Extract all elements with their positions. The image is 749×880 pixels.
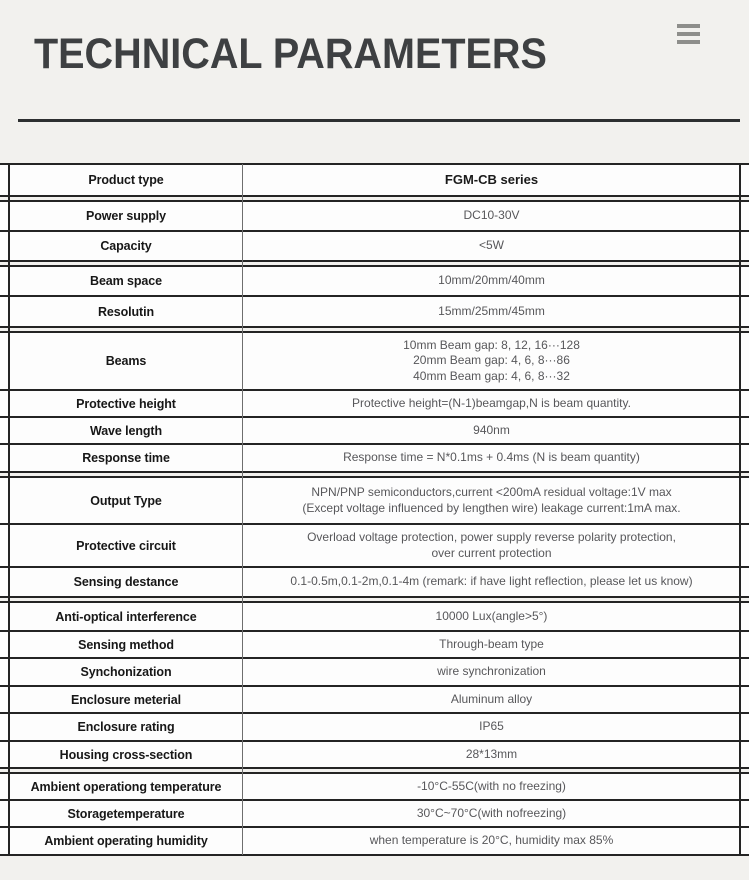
parameter-name: Storagetemperature (67, 806, 185, 821)
value-line: Protective height=(N-1)beamgap,N is beam quantity. (352, 395, 631, 410)
value-line: -10°C-55C(with no freezing) (417, 778, 566, 793)
table-row (0, 416, 749, 445)
value-line: DC10-30V (463, 208, 520, 223)
table-row (0, 230, 749, 262)
table-row (0, 200, 749, 232)
value-line: FGM-CB series (444, 172, 539, 188)
parameter-value (243, 632, 740, 657)
table-row (0, 523, 749, 568)
table-row (0, 712, 749, 742)
menu-bar (677, 32, 700, 36)
parameter-name: Resolutin (97, 304, 155, 319)
parameter-value (243, 687, 740, 712)
table-row (0, 799, 749, 828)
value-line: 10000 Lux(angle>5°) (435, 608, 548, 623)
parameter-value (243, 742, 740, 767)
value-line: Through-beam type (439, 636, 544, 651)
menu-bar (677, 40, 700, 44)
header-divider (18, 119, 740, 122)
parameter-name: Capacity (100, 239, 152, 253)
value-line: 0.1-0.5m,0.1-2m,0.1-4m (remark: if have light reflection, please let us know) (290, 574, 693, 589)
page-title: TECHNICAL PARAMETERS (34, 30, 547, 78)
table-left-border (8, 164, 10, 855)
value-line: 10mm Beam gap: 8, 12, 16···128 (403, 337, 580, 352)
value-line: 940nm (473, 422, 510, 437)
parameter-value (243, 568, 740, 596)
table-row (0, 295, 749, 328)
parameter-value (243, 232, 740, 260)
value-line: Aluminum alloy (450, 691, 533, 706)
table-row (0, 657, 749, 687)
parameter-name: Enclosure meterial (70, 692, 182, 707)
parameter-name: Output Type (90, 493, 162, 508)
page-header (0, 0, 749, 122)
parameter-value (243, 267, 740, 295)
value-line: 20mm Beam gap: 4, 6, 8···86 (413, 353, 570, 368)
parameter-name: Housing cross-section (59, 747, 193, 762)
value-line: <5W (478, 238, 504, 253)
table-right-border (739, 164, 741, 855)
parameter-value (243, 478, 740, 523)
parameter-value (243, 801, 740, 826)
value-line: wire synchronization (437, 664, 546, 679)
table-row (0, 163, 749, 197)
table-row (0, 772, 749, 801)
parameter-value (243, 445, 740, 471)
value-line: 10mm/20mm/40mm (438, 273, 545, 288)
table-row (0, 331, 749, 391)
parameter-value (243, 774, 740, 799)
value-line: over current protection (431, 545, 552, 560)
value-line: Overload voltage protection, power supply reverse polarity protection, (307, 530, 676, 544)
parameter-name: Ambient operationg temperature (30, 779, 222, 794)
value-line: 40mm Beam gap: 4, 6, 8···32 (413, 368, 570, 383)
value-line: when temperature is 20°C, humidity max 85% (369, 833, 614, 848)
parameter-name: Product type (88, 173, 164, 187)
parameter-value (243, 165, 740, 195)
value-line: (Except voltage influenced by lengthen wire) leakage current:1mA max. (302, 500, 681, 515)
parameter-value (243, 391, 740, 416)
value-line: NPN/PNP semiconductors,current <200mA residual voltage:1V max (311, 485, 672, 499)
table-row (0, 630, 749, 659)
value-line: 15mm/25mm/45mm (438, 303, 545, 318)
parameter-value (243, 603, 740, 630)
technical-parameters-table (0, 163, 749, 856)
parameter-name: Power supply (85, 209, 167, 223)
parameter-value (243, 525, 740, 566)
table-row (0, 826, 749, 856)
menu-bar (677, 24, 700, 28)
table-column-divider (242, 164, 243, 855)
parameter-value (243, 828, 740, 854)
parameter-name: Protective circuit (76, 538, 176, 553)
parameter-value (243, 714, 740, 740)
table-row (0, 685, 749, 714)
parameter-name: Synchonization (80, 665, 172, 679)
parameter-value (243, 659, 740, 685)
parameter-name: Sensing destance (73, 575, 179, 589)
parameter-name: Response time (82, 451, 170, 465)
parameter-name: Wave length (89, 423, 163, 438)
value-line: 28*13mm (465, 746, 518, 761)
parameter-name: Protective height (76, 396, 176, 411)
value-line: Response time = N*0.1ms + 0.4ms (N is beam quantity) (343, 450, 640, 465)
hamburger-menu-icon[interactable] (677, 24, 700, 44)
value-line: 30°C~70°C(with nofreezing) (416, 805, 567, 820)
parameter-name: Beam space (90, 274, 162, 288)
parameter-value (243, 333, 740, 389)
parameter-name: Ambient operating humidity (44, 834, 208, 848)
parameter-name: Beams (105, 354, 147, 368)
table-row (0, 566, 749, 598)
value-line: IP65 (479, 719, 504, 734)
parameter-name: Anti-optical interference (55, 609, 197, 624)
table-row (0, 265, 749, 297)
parameter-name: Sensing method (78, 637, 174, 652)
parameter-name: Enclosure rating (77, 720, 175, 734)
table-row (0, 476, 749, 525)
table-row (0, 443, 749, 473)
parameter-value (243, 202, 740, 230)
table-row (0, 601, 749, 632)
parameter-value (243, 418, 740, 443)
table-row (0, 389, 749, 418)
parameter-value (243, 297, 740, 326)
table-row (0, 740, 749, 769)
